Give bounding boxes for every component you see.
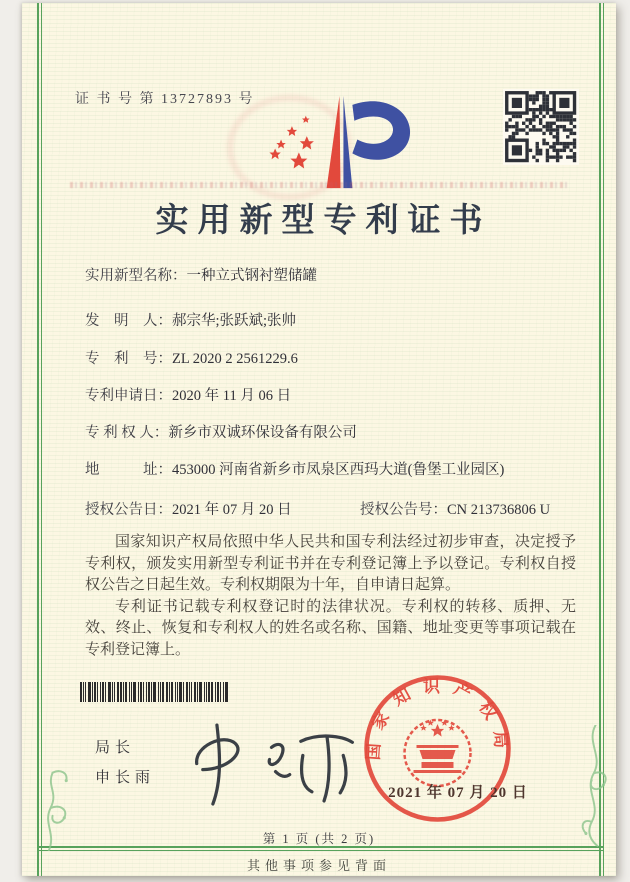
field-row-address <box>85 458 576 478</box>
field-row-patent-number <box>85 347 576 367</box>
director-signature-icon <box>182 713 360 809</box>
border-left <box>37 3 42 876</box>
page-number: 第 1 页 (共 2 页) <box>262 832 376 846</box>
seal-agency-text: 国家知识产权局 <box>363 676 512 761</box>
field-value: 2020 年 11 月 06 日 <box>172 388 292 404</box>
director-title: 局长 <box>95 740 136 756</box>
legal-statement <box>85 532 576 661</box>
svg-text:国家知识产权局 <box>364 677 512 761</box>
back-side-note: 其他事项参见背面 <box>246 858 391 873</box>
field-row-filing-date <box>85 384 576 404</box>
field-label: 授权公告日： <box>85 502 172 518</box>
certificate-number: 证 书 号 第 13727893 号 <box>75 92 255 107</box>
field-label: 发 明 人： <box>85 313 172 329</box>
seal-date: 2021 年 07 月 20 日 <box>388 785 528 801</box>
field-label: 专 利 号： <box>85 351 172 367</box>
security-microtext-line <box>70 182 568 188</box>
body-paragraph: 国家知识产权局依照中华人民共和国专利法经过初步审查，决定授予专利权，颁发实用新型专利证书并在专利登记簿上予以登记。专利权自授权公告之日起生效。专利权期限为十年，自申请日起算。 <box>85 534 576 593</box>
cnipa-official-seal-icon <box>360 671 515 826</box>
field-value: 新乡市双诚环保设备有限公司 <box>168 425 357 441</box>
field-value: CN 213736806 U <box>447 502 551 518</box>
qr-code <box>503 89 579 165</box>
field-label: 授权公告号： <box>360 502 447 518</box>
field-value: 郝宗华;张跃斌;张帅 <box>172 313 297 329</box>
field-value: 453000 河南省新乡市凤泉区西玛大道(鲁堡工业园区) <box>172 462 505 478</box>
field-row-name <box>85 264 576 284</box>
grant-number-group <box>360 498 550 519</box>
field-value: 一种立式钢衬塑储罐 <box>186 268 317 284</box>
field-value: 2021 年 07 月 20 日 <box>172 502 292 518</box>
barcode <box>80 682 230 702</box>
utility-model-patent-certificate <box>22 3 616 876</box>
certificate-title: 实用新型专利证书 <box>155 203 492 239</box>
field-value: ZL 2020 2 2561229.6 <box>172 351 298 367</box>
field-row-grant <box>85 498 576 518</box>
field-label: 实用新型名称： <box>85 268 187 284</box>
field-label: 专 利 权 人： <box>85 425 169 441</box>
director-name: 申长雨 <box>95 770 156 786</box>
field-label: 专利申请日： <box>85 388 172 404</box>
field-row-inventors <box>85 309 576 329</box>
body-paragraph: 专利证书记载专利权登记时的法律状况。专利权的转移、质押、无效、终止、恢复和专利权人的姓名或名称、国籍、地址变更等事项记载在专利登记簿上。 <box>85 598 576 658</box>
cnipa-patent-logo-icon <box>252 91 425 195</box>
field-label: 地 址： <box>85 462 172 478</box>
field-row-patentee <box>85 421 576 441</box>
